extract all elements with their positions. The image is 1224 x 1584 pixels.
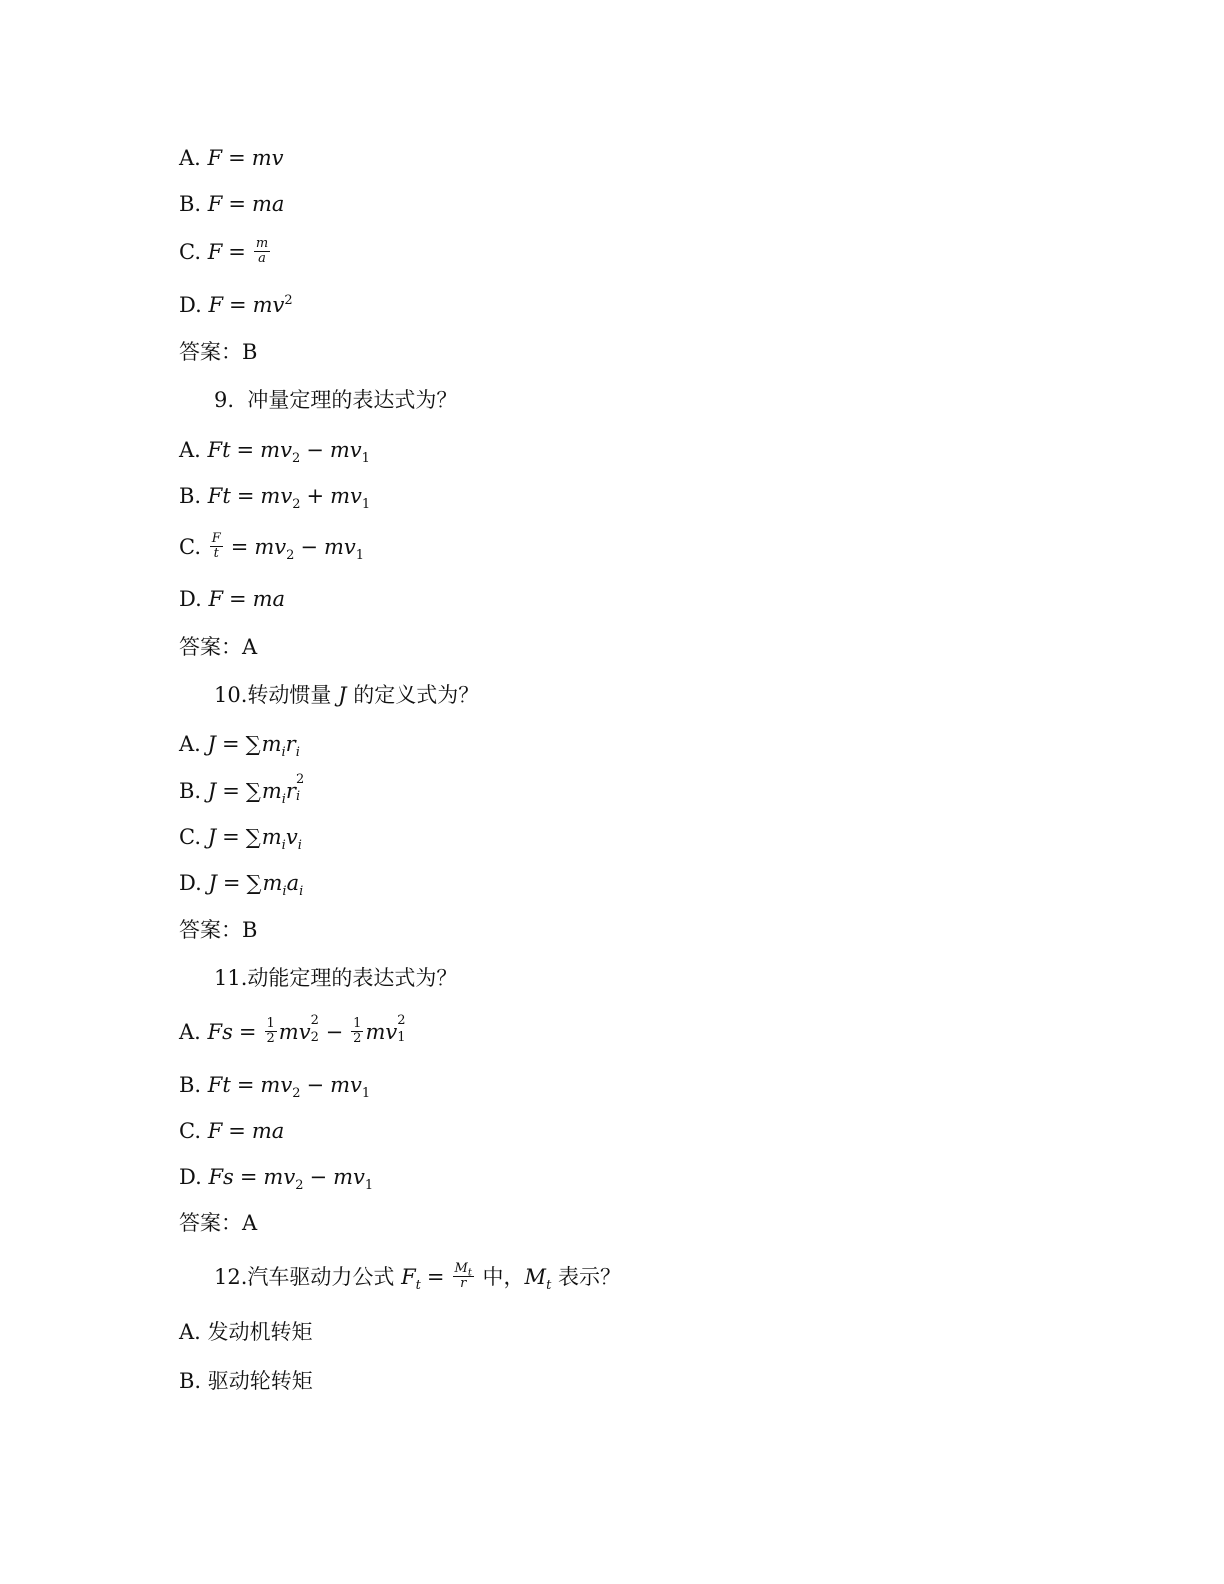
math-token: mv: [330, 1073, 362, 1097]
math-token: ma: [251, 192, 285, 216]
math-token: =: [238, 1020, 257, 1044]
math-token: 1: [266, 1016, 275, 1031]
math-token: 汽车驱动力公式: [247, 1265, 395, 1289]
math-token: 2 2: [310, 1013, 319, 1045]
q11-answer: 答案：A: [179, 1211, 258, 1235]
q10-option-d: [179, 868, 303, 898]
q8-option-a: [179, 143, 284, 173]
fraction: [254, 237, 270, 266]
math-token: 2: [292, 497, 301, 513]
math-token: r: [285, 732, 296, 756]
math-token: D.: [179, 293, 202, 317]
math-token: r: [285, 779, 296, 803]
math-token: Fs: [208, 1165, 234, 1189]
math-token: M: [524, 1265, 547, 1289]
math-token: M: [454, 1261, 468, 1276]
math-token: mv: [278, 1020, 311, 1044]
math-token: =: [236, 484, 255, 508]
math-token: =: [230, 535, 249, 559]
math-token: Ft: [207, 1073, 231, 1097]
q12-question: [214, 1262, 621, 1293]
math-token: a: [258, 251, 266, 266]
math-token: =: [229, 587, 247, 611]
q9-question: [214, 385, 457, 415]
math-token: D.: [179, 587, 202, 611]
math-token: −: [306, 1073, 325, 1097]
math-token: F: [207, 240, 223, 264]
math-token: mv: [260, 1073, 293, 1097]
math-token: m: [261, 825, 282, 849]
math-token: i: [281, 745, 286, 761]
math-token: J: [208, 871, 217, 895]
math-token: Fs: [207, 1020, 233, 1044]
math-token: Ft: [207, 438, 231, 462]
math-token: 驱动轮转矩: [207, 1369, 313, 1393]
math-token: −: [325, 1020, 344, 1044]
math-token: F: [401, 1265, 416, 1289]
math-token: mv: [254, 535, 287, 559]
q10-answer: 答案：B: [179, 918, 258, 942]
math-token: C.: [179, 240, 201, 264]
math-token: 12.: [214, 1265, 248, 1289]
math-token: r: [460, 1276, 467, 1291]
math-token: 1: [361, 1086, 371, 1102]
math-token: t: [546, 1278, 552, 1294]
math-token: 2: [286, 548, 295, 564]
math-token: 2: [353, 1031, 362, 1046]
q11-option-d: [179, 1162, 373, 1192]
fraction: [453, 1262, 474, 1291]
math-token: 中，: [482, 1265, 525, 1289]
math-token: =: [222, 825, 240, 849]
math-token: F: [207, 1119, 223, 1143]
math-token: ∑: [245, 825, 261, 849]
math-token: D.: [179, 1165, 202, 1189]
math-token: +: [306, 484, 325, 508]
math-token: ma: [251, 1119, 285, 1143]
math-token: A.: [179, 1320, 201, 1344]
q8-option-d: [179, 290, 293, 320]
math-token: 动能定理的表达式为？: [247, 966, 458, 990]
math-token: mv: [333, 1165, 365, 1189]
math-token: mv: [252, 293, 285, 317]
math-token: mv: [330, 484, 362, 508]
fraction: [210, 532, 223, 561]
q9-option-b: [179, 481, 370, 511]
math-token: =: [426, 1265, 445, 1289]
q12-option-b: [179, 1366, 313, 1396]
math-token: mv: [263, 1165, 296, 1189]
math-token: i: [297, 838, 302, 854]
math-token: F: [208, 587, 224, 611]
math-token: v: [285, 825, 298, 849]
math-token: B.: [179, 779, 202, 803]
math-token: m: [255, 236, 269, 251]
q12-option-a: [179, 1317, 313, 1347]
math-token: =: [228, 1119, 246, 1143]
math-token: A.: [179, 438, 201, 462]
math-token: i: [299, 884, 304, 900]
math-token: 2: [266, 1031, 275, 1046]
math-token: a: [286, 871, 300, 895]
math-token: =: [221, 732, 240, 756]
math-token: i: [281, 792, 286, 808]
math-token: mv: [329, 438, 362, 462]
math-token: i: [295, 745, 300, 761]
math-token: J: [207, 825, 217, 849]
math-token: t: [415, 1278, 421, 1294]
math-token: F: [208, 293, 224, 317]
math-token: 1: [364, 1178, 374, 1194]
math-token: t: [467, 1267, 472, 1279]
math-token: B.: [179, 484, 202, 508]
math-token: B.: [179, 192, 202, 216]
math-token: A.: [179, 146, 201, 170]
math-token: F: [207, 192, 223, 216]
math-token: ∑: [245, 779, 261, 803]
math-token: 1: [361, 451, 370, 467]
math-token: mv: [365, 1020, 398, 1044]
q11-option-a: [179, 1013, 406, 1048]
math-token: =: [236, 1073, 255, 1097]
q8-option-c: [179, 237, 272, 268]
q10-option-c: [179, 822, 302, 852]
math-token: ma: [252, 587, 286, 611]
math-token: J: [207, 779, 217, 803]
math-token: [453, 1262, 474, 1277]
math-token: B.: [179, 1073, 202, 1097]
math-token: =: [222, 871, 241, 895]
math-token: ∑: [245, 732, 261, 756]
q9-option-d: [179, 584, 285, 614]
math-token: t: [213, 546, 219, 561]
math-token: B.: [179, 1369, 202, 1393]
math-token: =: [239, 1165, 258, 1189]
q10-option-b: [179, 772, 305, 808]
math-token: =: [228, 240, 246, 264]
math-token: 2 1: [397, 1013, 406, 1045]
math-token: i: [282, 884, 287, 900]
math-token: =: [236, 438, 255, 462]
math-token: 2: [295, 1178, 304, 1194]
math-token: 发动机转矩: [207, 1320, 313, 1344]
math-token: A.: [179, 732, 201, 756]
math-token: 冲量定理的表达式为？: [247, 388, 458, 412]
math-token: J: [338, 683, 347, 707]
math-token: m: [261, 779, 282, 803]
q11-option-b: [179, 1070, 370, 1100]
math-token: i: [281, 838, 286, 854]
math-token: 1: [353, 1016, 362, 1031]
math-token: 9.: [214, 388, 235, 412]
math-token: mv: [260, 438, 292, 462]
math-token: m: [261, 732, 282, 756]
math-token: 2: [291, 451, 301, 467]
math-token: =: [222, 779, 240, 803]
math-token: =: [228, 146, 246, 170]
math-token: −: [306, 438, 324, 462]
math-token: 1: [355, 548, 365, 564]
q11-question: [214, 963, 457, 993]
math-token: 表示？: [557, 1265, 621, 1289]
q10-option-a: [179, 729, 300, 759]
math-token: ∑: [246, 871, 262, 895]
math-token: 的定义式为？: [353, 683, 480, 707]
math-token: =: [229, 293, 247, 317]
math-token: C.: [179, 1119, 201, 1143]
math-token: m: [262, 871, 283, 895]
q10-question: [214, 680, 479, 710]
math-token: C.: [179, 825, 201, 849]
q9-option-a: [179, 435, 370, 465]
math-token: D.: [179, 871, 202, 895]
math-token: −: [300, 535, 318, 559]
q11-option-c: [179, 1116, 284, 1146]
q9-option-c: [179, 532, 364, 563]
fraction: [265, 1017, 277, 1046]
math-token: C.: [179, 535, 201, 559]
math-token: 转动惯量: [247, 683, 332, 707]
math-token: A.: [179, 1020, 201, 1044]
math-token: 10.: [214, 683, 248, 707]
math-token: mv: [324, 535, 356, 559]
math-token: −: [309, 1165, 328, 1189]
math-token: 11.: [214, 966, 248, 990]
math-token: J: [207, 732, 216, 756]
math-token: 2: [292, 1086, 301, 1102]
math-token: =: [228, 192, 246, 216]
math-token: 2: [284, 293, 293, 308]
math-token: F: [207, 146, 223, 170]
math-token: mv: [251, 146, 284, 170]
q9-answer: 答案：A: [179, 635, 258, 659]
q8-answer: 答案：B: [179, 340, 258, 364]
math-token: 1: [361, 497, 371, 513]
math-token: 2 i: [295, 772, 305, 804]
q8-option-b: [179, 189, 284, 219]
fraction: [351, 1017, 363, 1046]
math-token: Ft: [207, 484, 231, 508]
math-token: mv: [260, 484, 293, 508]
math-token: F: [211, 531, 221, 546]
